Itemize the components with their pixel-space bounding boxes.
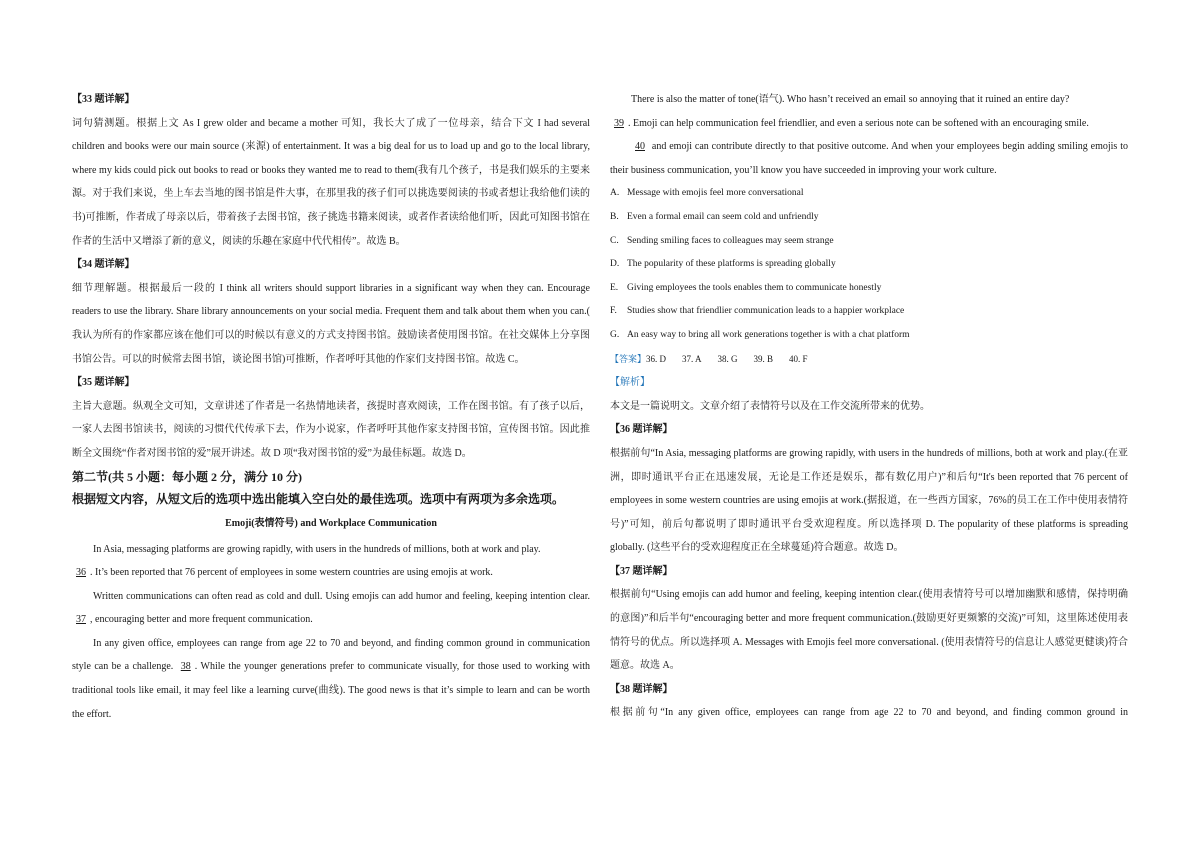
analysis-label: 【解析】: [610, 377, 650, 389]
blank-40: 40: [635, 141, 645, 153]
q37-explanation: 根据前句“Using emojis can add humor and feeling, keeping intention clear.(使用表情符号可以增加幽默和感情，保持明确的意图)”和后半句“encouraging better and more frequent communication.(鼓励更好更频繁的交流)”可知，这里陈述使用表情符号的优点。所以选择项 A. Messages with Emojis feel more conversational. (使用表情符号的信息让人感觉更健谈)符合题意。故选 A。: [610, 589, 1128, 672]
option-e: E. Giving employees the tools enables them to communicate honestly: [610, 282, 882, 293]
option-g: G. An easy way to bring all work generations together is with a chat platform: [610, 329, 910, 340]
q36-header: 【36 题详解】: [610, 424, 673, 436]
passage-paragraph-2: Written communications can often read as cold and dull. Using emojis can add humor and feeling, keeping intention clear. 37 , encouraging better and more frequent communication.: [72, 585, 590, 632]
q34-explanation: 细节理解题。根据最后一段的 I think all writers should support libraries in a significant way when they can. Encourage readers to use the library. Share library announcements on your social media. Frequent them and talk about them when you can.( 我认为所有的作家都应该在他们可以的时候以有意义的方式支持图书馆。鼓励读者使用图书馆。在社交媒体上分享图书馆公告。可以的时候常去图书馆，谈论图书馆)可推断，作者呼吁其他的作家们支持图书馆。故选 C。: [72, 282, 590, 365]
q37-header: 【37 题详解】: [610, 565, 673, 577]
q33-explanation: 词句猜测题。根据上文 As I grew older and became a mother 可知，我长大了成了一位母亲，结合下文 I had several children and books were our main source (来源) of entertainment. It was a big deal for us to load up and go to the local library, where my kids could pick out books to read or books they wanted me to read to them(我有几个孩子，书是我们娱乐的主要来源。对于我们来说，坐上车去当地的图书馆是件大事，在那里我的孩子们可以挑选要阅读的书或者想让我给他们读的书)可推断，作者成了母亲以后，带着孩子去图书馆，孩子挑选书籍来阅读，或者作者读给他们听，因此可知图书馆在作者的生活中又增添了新的意义，阅读的乐趣在家庭中代代相传”。故选 B。: [72, 117, 590, 247]
answer-line: 【答案】36. D 37. A 38. G 39. B 40. F: [610, 353, 808, 364]
passage-paragraph-5: 40 and emoji can contribute directly to that positive outcome. And when your employees begin adding smiling emojis to their business communication, you’ll know you have succeeded in improving your work culture.: [610, 141, 1128, 176]
analysis-summary: 本文是一篇说明文。文章介绍了表情符号以及在工作交流所带来的优势。: [610, 400, 930, 412]
passage-paragraph-1: In Asia, messaging platforms are growing rapidly, with users in the hundreds of millions, both at work and play. 36 . It’s been reported that 76 percent of employees in some western countries are using emojis at work.: [72, 538, 590, 585]
option-c: C. Sending smiling faces to colleagues may seem strange: [610, 235, 834, 246]
section-instruction: 根据短文内容，从短文后的选项中选出能填入空白处的最佳选项。选项中有两项为多余选项。: [72, 491, 565, 506]
q38-explanation: 根据前句“In any given office, employees can range from age 22 to 70 and beyond, and finding common ground in: [610, 707, 1128, 719]
passage-title: Emoji(表情符号) and Workplace Communication: [225, 517, 437, 529]
blank-38: 38: [180, 661, 191, 673]
q33-header: 【33 题详解】: [72, 94, 135, 105]
q35-header: 【35 题详解】: [72, 377, 135, 389]
passage-paragraph-4: There is also the matter of tone(语气). Who hasn’t received an email so annoying that it ruined an entire day? 39 . Emoji can help communication feel friendlier, and even a serious note can be softened with an encouraging smile.: [610, 88, 1128, 135]
option-a: A. Message with emojis feel more conversational: [610, 188, 804, 199]
option-f: F. Studies show that friendlier communication leads to a happier workplace: [610, 306, 905, 317]
passage-paragraph-3: In any given office, employees can range from age 22 to 70 and beyond, and finding common ground in communication style can be a challenge. 38 . While the younger generations prefer to communicate visually, for those used to working with traditional tools like email, it may feel like a learning curve(曲线). The good news is that it’s simple to learn and can be worth the effort.: [72, 637, 590, 720]
blank-39: 39: [614, 117, 624, 129]
left-column: [72, 88, 590, 726]
q38-header: 【38 题详解】: [610, 683, 673, 695]
blank-37: 37: [76, 614, 86, 626]
option-b: B. Even a formal email can seem cold and unfriendly: [610, 211, 819, 222]
option-d: D. The popularity of these platforms is spreading globally: [610, 259, 836, 270]
q36-explanation: 根据前句“In Asia, messaging platforms are growing rapidly, with users in the hundreds of millions, both at work and play.(在亚洲，即时通讯平台正在迅速发展，无论是工作还是娱乐，都有数亿用户)”和后句“It's been reported that 76 percent of employees in some western countries are using emojis at work.(据报道，在一些西方国家，76%的员工在工作中使用表情符号)”可知，前后句都说明了即时通讯平台受欢迎程度。所以选择项 D. The popularity of these platforms is spreading globally. (这些平台的受欢迎程度正在全球蔓延)符合题意。故选 D。: [610, 447, 1128, 554]
answer-label: 【答案】: [610, 353, 647, 364]
q34-header: 【34 题详解】: [72, 259, 135, 271]
right-column: [610, 88, 1128, 725]
section-heading: 第二节(共 5 小题：每小题 2 分，满分 10 分): [72, 469, 302, 484]
options-list: [610, 182, 1128, 347]
q35-explanation: 主旨大意题。纵观全文可知，文章讲述了作者是一名热情地读者，孩提时喜欢阅读，工作在图书馆。有了孩子以后，一家人去图书馆读书，阅读的习惯代代传承下去，作为小说家，作者呼吁其他作家支持图书馆，宣传图书馆。因此推断全文围绕“作者对图书馆的爱”展开讲述。故 D 项“我对图书馆的爱”为最佳标题。故选 D。: [72, 400, 590, 459]
blank-36: 36: [76, 567, 86, 579]
